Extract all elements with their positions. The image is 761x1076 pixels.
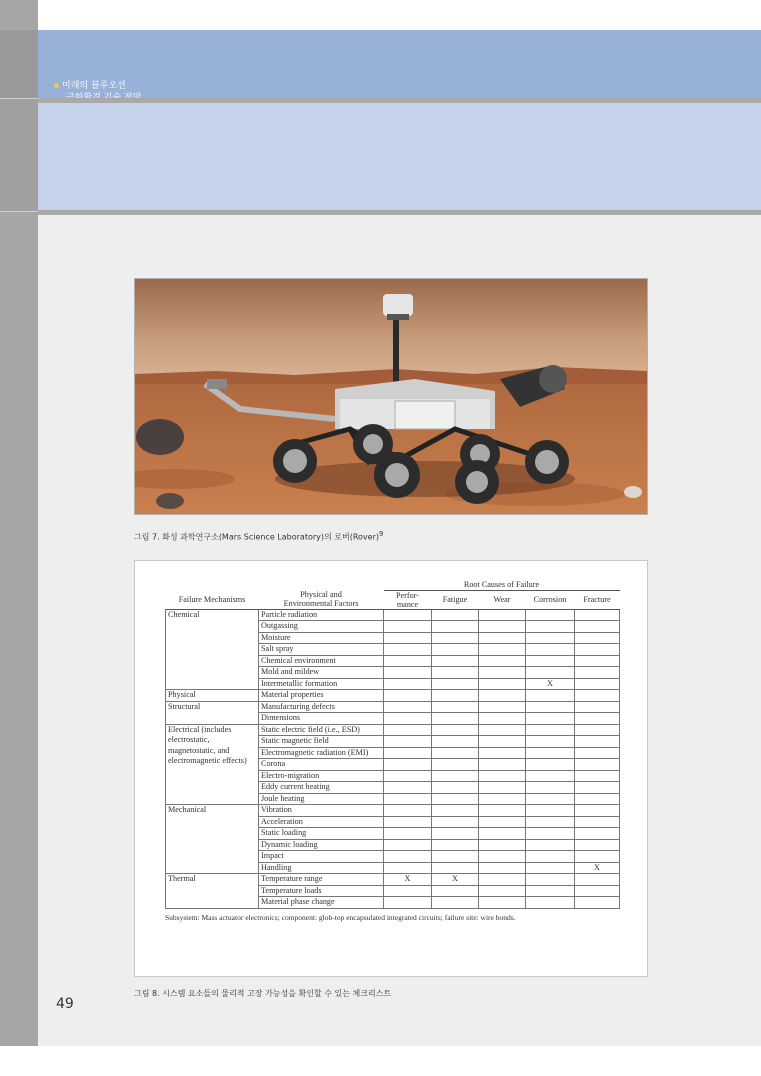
header-spacer bbox=[259, 579, 384, 590]
check-cell bbox=[479, 828, 526, 840]
failure-checklist-table bbox=[165, 579, 620, 922]
header-line-1-text: 미래의 블루오션 bbox=[62, 81, 126, 91]
col-factors-line2: Environmental Factors bbox=[283, 599, 359, 609]
check-cell bbox=[479, 759, 526, 771]
bottom-margin bbox=[0, 1046, 761, 1076]
check-cell: X bbox=[575, 862, 620, 874]
check-cell bbox=[575, 897, 620, 909]
failure-mechanism-cell: Structural bbox=[166, 701, 259, 724]
check-cell bbox=[526, 885, 575, 897]
check-cell bbox=[432, 805, 479, 817]
check-cell bbox=[432, 690, 479, 702]
check-cell bbox=[432, 759, 479, 771]
check-cell bbox=[575, 632, 620, 644]
check-cell bbox=[526, 793, 575, 805]
table-row bbox=[166, 690, 620, 702]
factor-cell: Impact bbox=[259, 851, 384, 863]
check-cell bbox=[526, 621, 575, 633]
factor-cell: Intermetallic formation bbox=[259, 678, 384, 690]
failure-mechanism-cell: Mechanical bbox=[166, 805, 259, 874]
check-cell bbox=[432, 736, 479, 748]
check-cell bbox=[575, 828, 620, 840]
factor-cell: Dynamic loading bbox=[259, 839, 384, 851]
check-cell bbox=[384, 713, 432, 725]
top-margin bbox=[38, 0, 761, 30]
chapter-header bbox=[38, 30, 761, 98]
factor-cell: Electro-migration bbox=[259, 770, 384, 782]
check-cell bbox=[432, 609, 479, 621]
check-cell bbox=[432, 839, 479, 851]
check-cell bbox=[384, 609, 432, 621]
check-cell bbox=[432, 770, 479, 782]
check-cell bbox=[432, 667, 479, 679]
factor-cell: Chemical environment bbox=[259, 655, 384, 667]
check-cell bbox=[526, 782, 575, 794]
check-cell bbox=[479, 782, 526, 794]
failure-mechanism-cell: Physical bbox=[166, 690, 259, 702]
check-cell bbox=[432, 851, 479, 863]
check-cell bbox=[384, 678, 432, 690]
check-cell bbox=[384, 747, 432, 759]
check-cell bbox=[575, 609, 620, 621]
left-margin-bar bbox=[0, 0, 38, 1076]
factor-cell: Moisture bbox=[259, 632, 384, 644]
check-cell bbox=[479, 690, 526, 702]
check-cell bbox=[384, 621, 432, 633]
factor-cell: Static magnetic field bbox=[259, 736, 384, 748]
check-cell bbox=[479, 701, 526, 713]
check-cell bbox=[432, 816, 479, 828]
factor-cell: Acceleration bbox=[259, 816, 384, 828]
check-cell bbox=[575, 851, 620, 863]
check-cell bbox=[479, 632, 526, 644]
check-cell bbox=[479, 816, 526, 828]
check-cell bbox=[384, 667, 432, 679]
check-cell bbox=[479, 885, 526, 897]
col-perf-line1: Perfor- bbox=[395, 590, 420, 600]
check-cell bbox=[479, 621, 526, 633]
check-cell bbox=[384, 851, 432, 863]
check-cell bbox=[384, 805, 432, 817]
check-cell bbox=[384, 736, 432, 748]
table-footnote: Subsystem: Mass actuator electronics; component: glob-top encapsulated integrated circuits; failure site: wire bonds. bbox=[165, 912, 516, 922]
check-cell bbox=[526, 851, 575, 863]
check-cell bbox=[526, 736, 575, 748]
left-bar-segment bbox=[0, 99, 38, 212]
check-cell bbox=[479, 678, 526, 690]
check-cell bbox=[384, 690, 432, 702]
check-cell bbox=[479, 724, 526, 736]
check-cell bbox=[384, 701, 432, 713]
check-cell: X bbox=[526, 678, 575, 690]
bullet-icon bbox=[54, 83, 59, 88]
table-row bbox=[166, 874, 620, 886]
check-cell bbox=[526, 632, 575, 644]
check-cell bbox=[526, 724, 575, 736]
page-number: 49 bbox=[56, 996, 74, 1012]
check-cell bbox=[432, 724, 479, 736]
factor-cell: Eddy current heating bbox=[259, 782, 384, 794]
check-cell bbox=[526, 701, 575, 713]
check-cell bbox=[575, 770, 620, 782]
factor-cell: Particle radiation bbox=[259, 609, 384, 621]
factor-cell: Temperature loads bbox=[259, 885, 384, 897]
check-cell bbox=[575, 678, 620, 690]
table-row bbox=[166, 805, 620, 817]
check-cell bbox=[526, 609, 575, 621]
check-cell bbox=[384, 897, 432, 909]
factor-cell: Mold and mildew bbox=[259, 667, 384, 679]
factor-cell: Vibration bbox=[259, 805, 384, 817]
subheader-band bbox=[38, 103, 761, 210]
check-cell bbox=[479, 793, 526, 805]
factor-cell: Static electric field (i.e., ESD) bbox=[259, 724, 384, 736]
check-cell bbox=[432, 644, 479, 656]
factor-cell: Static loading bbox=[259, 828, 384, 840]
col-perf-line2: mance bbox=[396, 599, 419, 609]
check-cell bbox=[384, 793, 432, 805]
check-cell bbox=[526, 839, 575, 851]
factor-cell: Salt spray bbox=[259, 644, 384, 656]
check-cell bbox=[479, 862, 526, 874]
check-cell bbox=[432, 885, 479, 897]
check-cell bbox=[575, 667, 620, 679]
check-cell bbox=[479, 805, 526, 817]
check-cell bbox=[384, 828, 432, 840]
check-cell bbox=[384, 644, 432, 656]
check-cell bbox=[479, 644, 526, 656]
check-cell bbox=[575, 839, 620, 851]
check-cell bbox=[479, 736, 526, 748]
check-cell bbox=[526, 759, 575, 771]
check-cell bbox=[479, 874, 526, 886]
check-cell bbox=[526, 655, 575, 667]
col-performance bbox=[384, 590, 432, 609]
failure-checklist-figure bbox=[134, 560, 648, 977]
check-cell bbox=[526, 644, 575, 656]
col-failure-mechanisms: Failure Mechanisms bbox=[166, 590, 259, 609]
check-cell bbox=[384, 724, 432, 736]
check-cell bbox=[479, 770, 526, 782]
check-cell bbox=[432, 678, 479, 690]
check-cell bbox=[575, 805, 620, 817]
factor-cell: Dimensions bbox=[259, 713, 384, 725]
root-causes-header: Root Causes of Failure bbox=[384, 579, 620, 590]
factor-cell: Joule heating bbox=[259, 793, 384, 805]
mars-rover-image bbox=[134, 278, 648, 515]
factor-cell: Corona bbox=[259, 759, 384, 771]
factor-cell: Electromagnetic radiation (EMI) bbox=[259, 747, 384, 759]
check-cell bbox=[432, 828, 479, 840]
factor-cell: Handling bbox=[259, 862, 384, 874]
check-cell bbox=[575, 690, 620, 702]
check-cell bbox=[575, 713, 620, 725]
check-cell bbox=[526, 828, 575, 840]
check-cell bbox=[575, 782, 620, 794]
header-spacer bbox=[166, 579, 259, 590]
check-cell bbox=[575, 816, 620, 828]
check-cell bbox=[432, 793, 479, 805]
check-cell bbox=[575, 701, 620, 713]
footnote-ref: 9 bbox=[379, 530, 384, 538]
check-cell bbox=[526, 667, 575, 679]
check-cell bbox=[526, 862, 575, 874]
check-cell bbox=[432, 621, 479, 633]
check-cell bbox=[432, 701, 479, 713]
check-cell bbox=[526, 770, 575, 782]
check-cell bbox=[384, 816, 432, 828]
rover-illustration bbox=[135, 279, 647, 514]
figure-7-caption-text: 그림 7. 화성 과학연구소(Mars Science Laboratory)의 로버(Rover) bbox=[134, 532, 380, 542]
check-cell bbox=[526, 747, 575, 759]
check-cell bbox=[432, 747, 479, 759]
check-cell bbox=[575, 874, 620, 886]
col-fracture: Fracture bbox=[575, 590, 620, 609]
check-cell bbox=[526, 874, 575, 886]
factor-cell: Temperature range bbox=[259, 874, 384, 886]
check-cell bbox=[575, 644, 620, 656]
failure-mechanism-cell: Thermal bbox=[166, 874, 259, 909]
check-cell bbox=[526, 713, 575, 725]
check-cell bbox=[384, 759, 432, 771]
check-cell: X bbox=[432, 874, 479, 886]
col-fatigue: Fatigue bbox=[432, 590, 479, 609]
failure-mechanism-cell: Chemical bbox=[166, 609, 259, 690]
col-factors bbox=[259, 590, 384, 609]
factor-cell: Material properties bbox=[259, 690, 384, 702]
check-cell bbox=[479, 713, 526, 725]
check-cell bbox=[526, 816, 575, 828]
check-cell bbox=[384, 839, 432, 851]
divider bbox=[38, 210, 761, 215]
check-cell bbox=[432, 655, 479, 667]
check-cell bbox=[384, 655, 432, 667]
failure-mechanism-cell: Electrical (includes electrostatic, magnetostatic, and electromagnetic effects) bbox=[166, 724, 259, 805]
figure-7-caption bbox=[134, 530, 383, 543]
figure-8-caption: 그림 8. 시스템 요소들의 물리적 고장 가능성을 확인할 수 있는 체크리스트 bbox=[134, 989, 392, 998]
check-cell bbox=[526, 690, 575, 702]
check-cell bbox=[384, 632, 432, 644]
check-cell bbox=[479, 897, 526, 909]
check-cell bbox=[479, 655, 526, 667]
check-cell bbox=[526, 897, 575, 909]
check-cell bbox=[575, 724, 620, 736]
check-cell bbox=[479, 667, 526, 679]
check-cell bbox=[432, 632, 479, 644]
check-cell bbox=[575, 736, 620, 748]
col-wear: Wear bbox=[479, 590, 526, 609]
check-cell bbox=[575, 793, 620, 805]
factor-cell: Material phase change bbox=[259, 897, 384, 909]
check-cell bbox=[384, 770, 432, 782]
col-factors-line1: Physical and bbox=[300, 590, 342, 600]
check-cell bbox=[432, 862, 479, 874]
factor-cell: Outgassing bbox=[259, 621, 384, 633]
check-cell bbox=[479, 609, 526, 621]
table-row bbox=[166, 701, 620, 713]
table-row bbox=[166, 724, 620, 736]
check-cell bbox=[432, 897, 479, 909]
check-cell bbox=[384, 782, 432, 794]
table-row bbox=[166, 609, 620, 621]
check-cell bbox=[432, 713, 479, 725]
check-cell bbox=[526, 805, 575, 817]
factor-cell: Manufacturing defects bbox=[259, 701, 384, 713]
check-cell bbox=[479, 839, 526, 851]
check-cell bbox=[384, 885, 432, 897]
check-cell bbox=[479, 747, 526, 759]
check-cell bbox=[575, 655, 620, 667]
check-cell bbox=[384, 862, 432, 874]
check-cell bbox=[575, 885, 620, 897]
check-cell bbox=[479, 851, 526, 863]
col-corrosion: Corrosion bbox=[526, 590, 575, 609]
left-bar-segment bbox=[0, 30, 38, 99]
check-cell bbox=[575, 747, 620, 759]
check-cell: X bbox=[384, 874, 432, 886]
check-cell bbox=[432, 782, 479, 794]
check-cell bbox=[575, 621, 620, 633]
check-cell bbox=[575, 759, 620, 771]
